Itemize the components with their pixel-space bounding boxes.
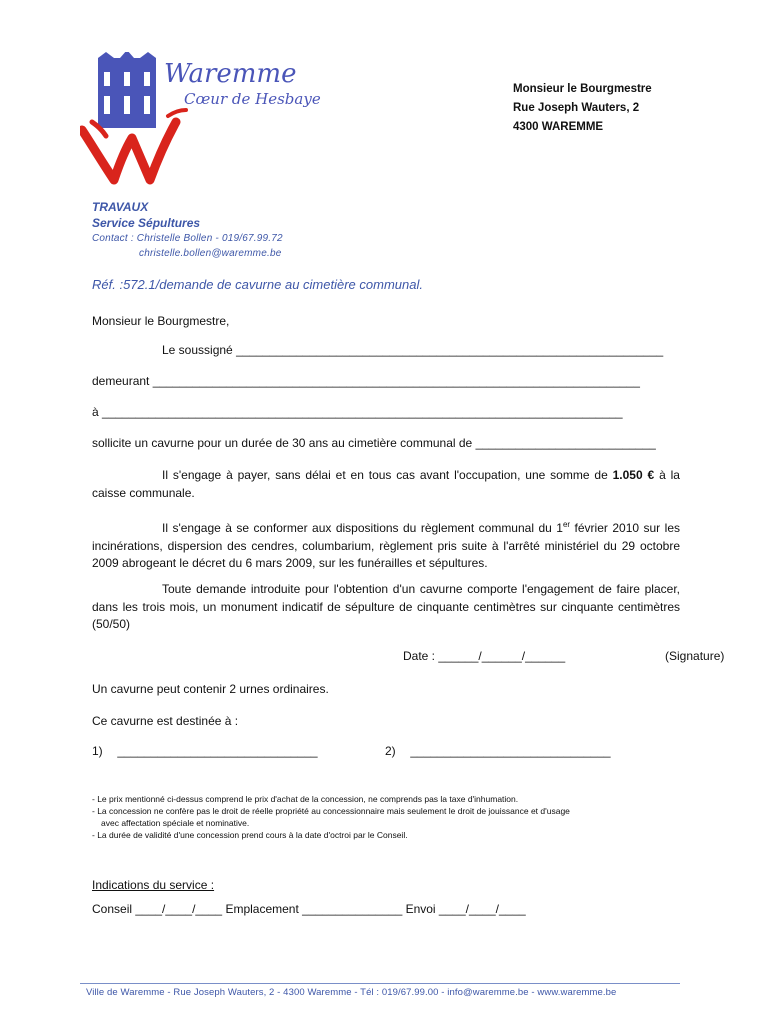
rules-text-after: février 2010 sur les incinérations, dispersion des cendres, columbarium, règlement pris suite à l'arrêté ministériel du 29 octobre 2009 abrogeant le décret du 6 mars 2009, sur les funérailles et sépultures.: [92, 521, 680, 570]
footer-text: Ville de Waremme - Rue Joseph Wauters, 2 - 4300 Waremme - Tél : 019/67.99.00 - info@waremme.be - www.waremme.be: [86, 987, 617, 998]
payment-paragraph: [92, 467, 680, 502]
at-label: à: [92, 405, 99, 419]
contact-line: Contact : Christelle Bollen - 019/67.99.72: [92, 233, 283, 244]
waremme-logo-graphic: [80, 52, 340, 187]
logo-name: Waremme: [164, 59, 297, 89]
contact-email: christelle.bollen@waremme.be: [139, 248, 282, 259]
residing-row: [92, 374, 677, 388]
residing-label: demeurant: [92, 374, 150, 388]
waremme-logo: [80, 52, 340, 187]
urn-2-label: 2): [385, 744, 396, 758]
signature-label: (Signature): [665, 649, 725, 663]
capacity-text: Un cavurne peut contenir 2 urnes ordinaires.: [92, 682, 329, 696]
note-2-continued: avec affectation spéciale et nominative.: [101, 818, 250, 828]
reference-line: Réf. :572.1/demande de cavurne au cimetière communal.: [92, 277, 423, 292]
destined-text: Ce cavurne est destinée à :: [92, 714, 239, 728]
date-field[interactable]: Date : ______/______/______: [403, 649, 566, 663]
recipient-line-1: Monsieur le Bourgmestre: [513, 83, 652, 95]
rules-sup: er: [562, 520, 571, 529]
note-2: - La concession ne confère pas le droit de réelle propriété au concessionnaire mais seulement le droit de jouissance et d'usage: [92, 806, 570, 816]
urn-1-label: 1): [92, 744, 103, 758]
indications-title: Indications du service :: [92, 878, 215, 892]
note-3: - La durée de validité d'une concession prend cours à la date d'octroi par le Conseil.: [92, 830, 408, 840]
notes-block: [92, 793, 692, 841]
urn-2-field[interactable]: ______________________________: [410, 744, 611, 758]
residing-field[interactable]: _________________________________________________________________________: [152, 374, 640, 388]
cemetery-field[interactable]: ___________________________: [475, 436, 656, 450]
request-text: sollicite un cavurne pour un durée de 30 ans au cimetière communal de: [92, 436, 473, 450]
logo-tagline: Cœur de Hesbaye: [184, 90, 321, 108]
urn-1-row: [92, 743, 318, 760]
undersigned-row: [92, 343, 677, 357]
payment-text-before: Il s'engage à payer, sans délai et en tous cas avant l'occupation, une somme de: [162, 468, 608, 482]
undersigned-label: Le soussigné: [162, 343, 233, 357]
footer-divider: [80, 983, 680, 984]
undersigned-field[interactable]: ________________________________________________________________: [236, 343, 664, 357]
rules-paragraph: [92, 516, 680, 573]
monument-paragraph: [92, 581, 680, 634]
monument-text: Toute demande introduite pour l'obtention d'un cavurne comporte l'engagement de faire placer, dans les trois mois, un monument indicatif de sépulture de cinquante centimètres sur cinquante centimètres (50/50): [92, 582, 680, 631]
department-name: TRAVAUX: [92, 200, 149, 214]
at-field[interactable]: ______________________________________________________________________________: [102, 405, 623, 419]
rules-text-before: Il s'engage à se conformer aux dispositions du règlement communal du 1: [162, 521, 563, 535]
urn-2-row: [385, 743, 611, 760]
recipient-line-3: 4300 WAREMME: [513, 121, 604, 133]
urn-1-field[interactable]: ______________________________: [117, 744, 318, 758]
indications-fields[interactable]: Conseil ____/____/____ Emplacement _______________ Envoi ____/____/____: [92, 902, 526, 916]
note-1: - Le prix mentionné ci-dessus comprend le prix d'achat de la concession, ne comprends pas la taxe d'inhumation.: [92, 794, 519, 804]
at-row: [92, 405, 677, 419]
payment-text-after: à la caisse communale.: [92, 468, 680, 500]
service-name: Service Sépultures: [92, 216, 201, 230]
recipient-line-2: Rue Joseph Wauters, 2: [513, 102, 640, 114]
recipient-address: [513, 80, 652, 137]
request-row: [92, 436, 677, 450]
payment-amount: 1.050 €: [612, 468, 655, 482]
department-block: [92, 199, 283, 261]
salutation: Monsieur le Bourgmestre,: [92, 314, 230, 328]
